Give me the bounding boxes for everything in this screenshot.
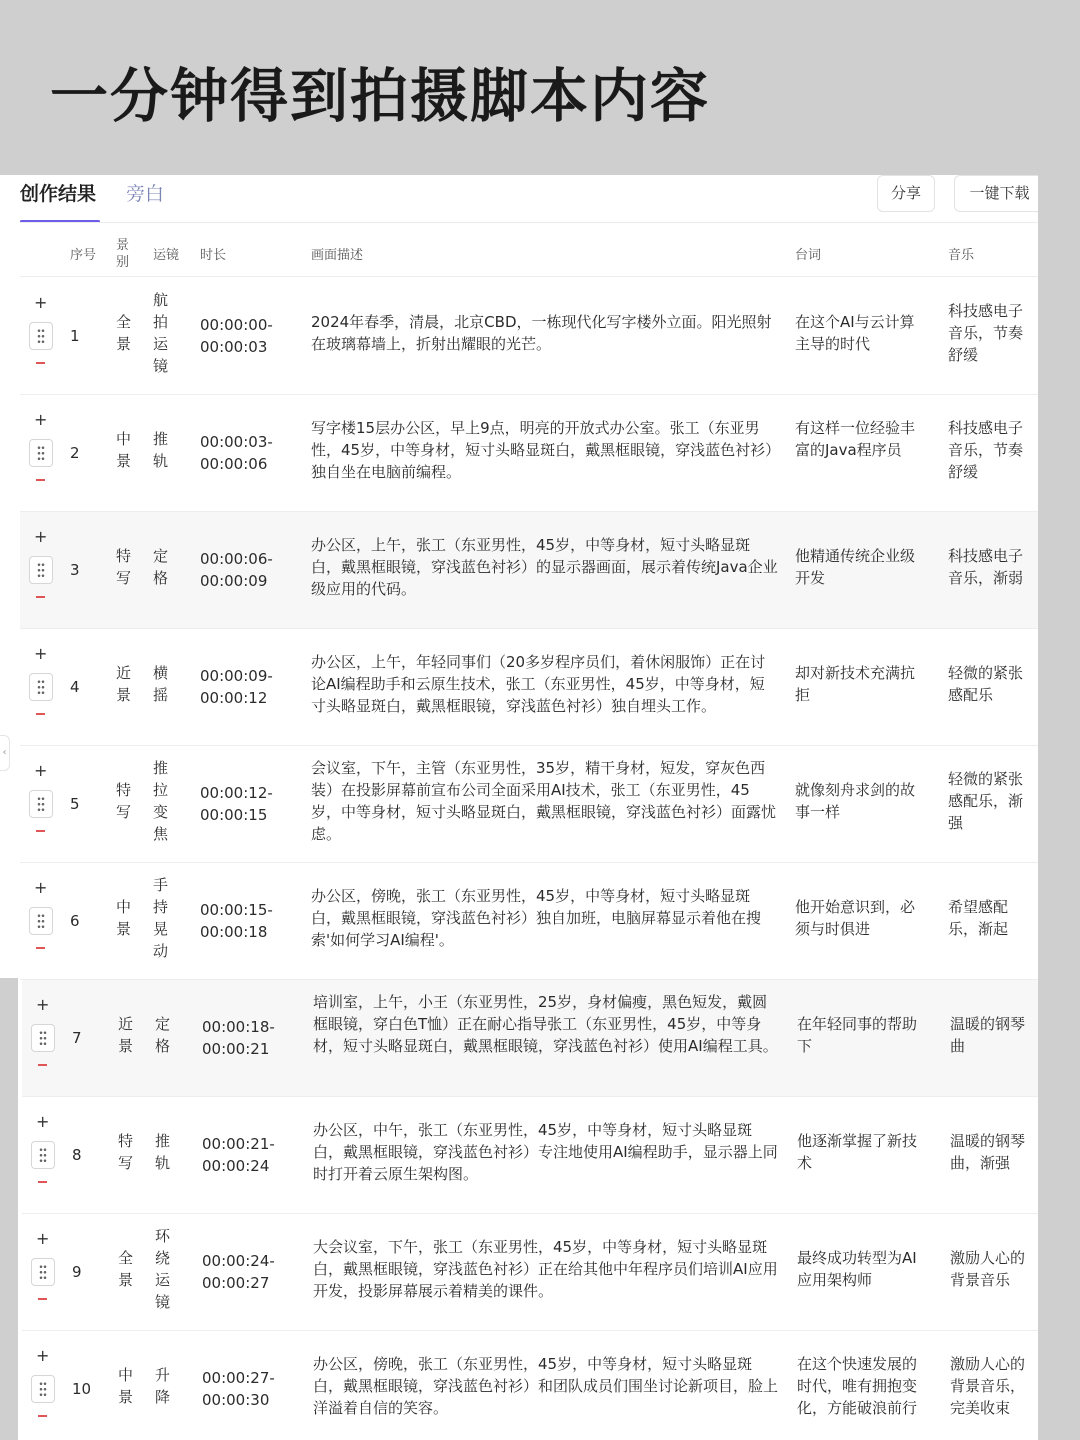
shot-size: 近景 [118,1015,134,1055]
scene-description: 2024年春季，清晨，北京CBD，一栋现代化写字楼外立面。阳光照射在玻璃幕墙上，折射出耀眼的光芒。 [311,313,772,353]
row-number: 7 [72,1029,82,1047]
music-cue: 科技感电子音乐，节奏舒缓 [948,419,1024,481]
music-cue: 轻微的紧张感配乐 [948,664,1024,704]
duration: 00:00:24-00:00:27 [202,1252,275,1292]
shot-size: 中景 [116,898,132,938]
add-row-button[interactable]: + [36,1112,50,1131]
add-row-button[interactable]: + [36,1346,50,1365]
table-row[interactable] [20,629,1038,746]
table-row[interactable] [20,395,1038,512]
dialogue-line: 在这个AI与云计算主导的时代 [795,313,915,353]
table-row[interactable] [22,1214,1038,1331]
header-camera: 运镜 [153,248,180,263]
camera-move: 推轨 [155,1132,171,1172]
header-duration: 时长 [200,248,227,263]
drag-handle-icon[interactable] [29,790,53,818]
row-number: 4 [70,678,80,696]
grip-dots-icon [39,1030,47,1046]
add-row-button[interactable]: + [34,644,48,663]
remove-row-button[interactable] [36,947,45,949]
add-row-button[interactable]: + [34,410,48,429]
music-cue: 科技感电子音乐，节奏舒缓 [948,302,1024,364]
scene-description: 办公区，中午，张工（东亚男性，45岁，中等身材，短寸头略显斑白，戴黑框眼镜，穿浅蓝色衬衫）专注地使用AI编程助手，显示器上同时打开着云原生架构图。 [313,1121,778,1183]
camera-move: 环绕运镜 [155,1227,171,1311]
background-strip [0,978,18,1440]
banner [0,0,1080,175]
camera-move: 航拍运镜 [153,291,169,375]
duration: 00:00:18-00:00:21 [202,1018,275,1058]
shot-size: 中景 [116,430,132,470]
remove-row-button[interactable] [36,713,45,715]
music-cue: 激励人心的背景音乐 [950,1249,1026,1289]
drag-handle-icon[interactable] [29,907,53,935]
dialogue-line: 他精通传统企业级开发 [795,547,916,587]
shot-size: 特写 [118,1132,134,1172]
dialogue-line: 在年轻同事的帮助下 [797,1015,918,1055]
grip-dots-icon [39,1147,47,1163]
camera-move: 横摇 [153,664,169,704]
download-all-button[interactable]: 一键下载 [954,175,1038,212]
dialogue-line: 就像刻舟求剑的故事一样 [795,781,916,821]
grip-dots-icon [39,1264,47,1280]
shot-size: 近景 [116,664,132,704]
row-number: 3 [70,561,80,579]
row-number: 1 [70,327,80,345]
duration: 00:00:06-00:00:09 [200,550,273,590]
tab-creation-result[interactable]: 创作结果 [20,183,97,205]
scene-description: 写字楼15层办公区，早上9点，明亮的开放式办公室。张工（东亚男性，45岁，中等身材，短寸头略显斑白，戴黑框眼镜，穿浅蓝色衬衫）独自坐在电脑前编程。 [311,419,773,481]
share-button[interactable]: 分享 [877,175,935,212]
remove-row-button[interactable] [38,1415,47,1417]
row-number: 2 [70,444,80,462]
remove-row-button[interactable] [36,830,45,832]
table-row[interactable] [20,746,1038,863]
grip-dots-icon [37,445,45,461]
scene-description: 培训室，上午，小王（东亚男性，25岁，身材偏瘦，黑色短发，戴圆框眼镜，穿白色T恤）正在耐心指导张工（东亚男性，45岁，中等身材，短寸头略显斑白，戴黑框眼镜，穿浅蓝色衬衫）使用AI编程工具。 [313,993,778,1055]
add-row-button[interactable]: + [34,878,48,897]
drag-handle-icon[interactable] [29,673,53,701]
dialogue-line: 有这样一位经验丰富的Java程序员 [795,419,916,459]
music-cue: 温暖的钢琴曲，渐强 [950,1132,1026,1172]
camera-move: 手持晃动 [153,876,169,960]
header-line: 台词 [795,248,822,263]
table-row[interactable] [22,1097,1038,1214]
grip-dots-icon [37,328,45,344]
header-music: 音乐 [948,248,975,263]
duration: 00:00:15-00:00:18 [200,901,273,941]
shot-size: 全景 [116,313,132,353]
shot-size: 全景 [118,1249,134,1289]
dialogue-line: 他逐渐掌握了新技术 [797,1132,918,1172]
table-header [20,233,1038,277]
banner-title: 一分钟得到拍摄脚本内容 [50,62,711,130]
table-row[interactable] [20,278,1038,395]
row-number: 6 [70,912,80,930]
scene-description: 会议室，下午，主管（东亚男性，35岁，精干身材，短发，穿灰色西装）在投影屏幕前宣布公司全面采用AI技术，张工（东亚男性，45岁，中等身材，短寸头略显斑白，戴黑框眼镜，穿浅蓝色衬衫）面露忧虑。 [311,759,777,843]
table-row[interactable] [22,1331,1038,1440]
row-number: 10 [72,1380,92,1398]
row-number: 5 [70,795,80,813]
grip-dots-icon [37,679,45,695]
header-description: 画面描述 [311,248,364,263]
dialogue-line: 在这个快速发展的时代，唯有拥抱变化，方能破浪前行 [797,1355,918,1417]
remove-row-button[interactable] [36,479,45,481]
drag-handle-icon[interactable] [29,439,53,467]
camera-move: 定格 [153,547,169,587]
shot-size: 特写 [116,547,132,587]
duration: 00:00:12-00:00:15 [200,784,273,824]
table-row[interactable] [20,863,1038,980]
drag-handle-icon[interactable] [31,1024,55,1052]
duration: 00:00:00-00:00:03 [200,316,273,356]
add-row-button[interactable]: + [34,761,48,780]
drag-handle-icon[interactable] [29,556,53,584]
tab-narration[interactable]: 旁白 [126,183,165,205]
header-no: 序号 [70,248,97,263]
dialogue-line: 最终成功转型为AI应用架构师 [797,1249,917,1289]
grip-dots-icon [37,913,45,929]
add-row-button[interactable]: + [34,527,48,546]
remove-row-button[interactable] [36,596,45,598]
header-shot: 景别 [116,238,130,270]
tab-divider [20,222,1038,223]
camera-move: 推拉变焦 [153,759,169,843]
music-cue: 激励人心的背景音乐，完美收束 [950,1355,1026,1417]
camera-move: 推轨 [153,430,169,470]
duration: 00:00:27-00:00:30 [202,1369,275,1409]
remove-row-button[interactable] [38,1298,47,1300]
drag-handle-icon[interactable] [29,322,53,350]
remove-row-button[interactable] [38,1064,47,1066]
scene-description: 办公区，上午，年轻同事们（20多岁程序员们，着休闲服饰）正在讨论AI编程助手和云原生技术，张工（东亚男性，45岁，中等身材，短寸头略显斑白，戴黑框眼镜，穿浅蓝色衬衫）独自埋头工作。 [311,653,766,715]
row-number: 8 [72,1146,82,1164]
duration: 00:00:09-00:00:12 [200,667,273,707]
music-cue: 轻微的紧张感配乐，渐强 [948,770,1024,832]
remove-row-button[interactable] [36,362,45,364]
grip-dots-icon [37,796,45,812]
add-row-button[interactable]: + [34,293,48,312]
scene-description: 办公区，傍晚，张工（东亚男性，45岁，中等身材，短寸头略显斑白，戴黑框眼镜，穿浅蓝色衬衫）独自加班，电脑屏幕显示着他在搜索'如何学习AI编程'。 [311,887,762,949]
shot-size: 中景 [118,1366,134,1406]
duration: 00:00:21-00:00:24 [202,1135,275,1175]
grip-dots-icon [39,1381,47,1397]
music-cue: 希望感配乐，渐起 [948,898,1009,938]
drag-handle-icon[interactable] [31,1141,55,1169]
camera-move: 升降 [155,1366,171,1406]
drag-handle-icon[interactable] [31,1375,55,1403]
table-row[interactable] [22,980,1038,1097]
camera-move: 定格 [155,1015,171,1055]
scene-description: 办公区，上午，张工（东亚男性，45岁，中等身材，短寸头略显斑白，戴黑框眼镜，穿浅蓝色衬衫）的显示器画面，展示着传统Java企业级应用的代码。 [311,536,778,598]
result-panel [0,175,1038,1440]
tab-bar [0,175,1038,223]
scene-description: 大会议室，下午，张工（东亚男性，45岁，中等身材，短寸头略显斑白，戴黑框眼镜，穿浅蓝色衬衫）正在给其他中年程序员们培训AI应用开发，投影屏幕展示着精美的课件。 [313,1238,778,1300]
remove-row-button[interactable] [38,1181,47,1183]
shot-size: 特写 [116,781,132,821]
add-row-button[interactable]: + [36,1229,50,1248]
scene-description: 办公区，傍晚，张工（东亚男性，45岁，中等身材，短寸头略显斑白，戴黑框眼镜，穿浅蓝色衬衫）和团队成员们围坐讨论新项目，脸上洋溢着自信的笑容。 [313,1355,779,1417]
row-number: 9 [72,1263,82,1281]
music-cue: 科技感电子音乐，渐弱 [948,547,1024,587]
music-cue: 温暖的钢琴曲 [950,1015,1026,1055]
grip-dots-icon [37,562,45,578]
dialogue-line: 他开始意识到，必须与时俱进 [795,898,916,938]
duration: 00:00:03-00:00:06 [200,433,273,473]
collapse-handle-icon[interactable]: ‹ [0,735,10,771]
drag-handle-icon[interactable] [31,1258,55,1286]
add-row-button[interactable]: + [36,995,50,1014]
table-row[interactable] [20,512,1038,629]
dialogue-line: 却对新技术充满抗拒 [795,664,916,704]
